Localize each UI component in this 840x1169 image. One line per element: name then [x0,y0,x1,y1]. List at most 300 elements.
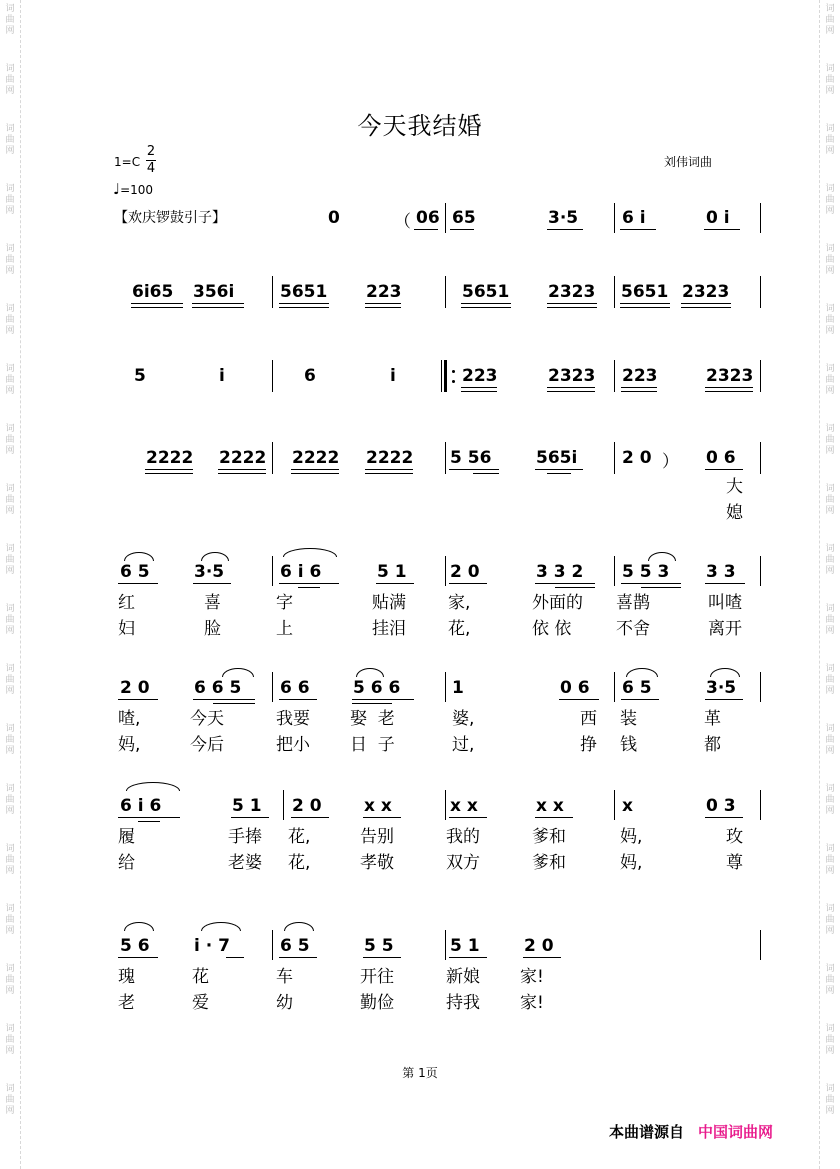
watermark-text: 词曲网 [825,304,835,336]
lyric: 钱 [620,735,637,755]
source-brand-link[interactable]: 中国词曲网 [698,1123,774,1141]
double-underline [298,587,320,588]
lyric: 妈, [620,853,643,873]
slur [626,668,658,677]
note-group: 2323 [548,282,596,302]
bar-line [760,360,761,392]
lyric: 双方 [446,853,480,873]
underline [291,817,329,818]
watermark-text: 词曲网 [825,724,835,756]
bar-line [445,672,446,702]
underline [192,303,244,304]
underline [279,303,329,304]
lyric: 外面的 [532,593,583,613]
underline [535,817,573,818]
lyric: 爹和 [532,827,566,847]
bar-line [272,360,273,392]
lyric: 妇 [118,619,135,639]
note-group: 5651 [621,282,669,302]
watermark-text: 词曲网 [5,544,15,576]
underline [461,303,511,304]
double-underline [192,307,244,308]
double-underline [365,473,413,474]
double-underline [218,473,266,474]
underline [231,817,269,818]
lyric: 家! [520,967,544,987]
lyric: 都 [704,735,721,755]
note-group: 2323 [682,282,730,302]
lyric: 今天 [190,709,224,729]
double-underline [138,821,160,822]
watermark-text: 词曲网 [5,244,15,276]
bar-line [614,442,615,474]
note-group: 06 [416,208,440,228]
watermark-text: 词曲网 [5,1084,15,1116]
bar-line [272,930,273,960]
double-underline [461,391,497,392]
watermark-text: 词曲网 [825,184,835,216]
note-group: 2 0 [524,936,554,956]
underline [218,469,266,470]
slur [284,922,314,931]
bar-line [614,790,615,820]
lyric: 喜鹊 [616,593,650,613]
bar-line [760,442,761,474]
time-signature-top: 2 [146,144,156,159]
double-underline [291,473,339,474]
score-row-8 [0,918,840,1018]
slur [283,548,337,557]
bar-line [760,203,761,233]
lyric: 花, [288,827,311,847]
lyric: 西 [580,709,597,729]
watermark-text: 词曲网 [825,484,835,516]
tempo-mark [113,180,153,198]
note-group: x x [364,796,392,816]
note-group: 5 6 [120,936,150,956]
watermark-text: 词曲网 [5,304,15,336]
watermark-text: 词曲网 [5,724,15,756]
note-group: 5 1 [377,562,407,582]
bar-line [614,276,615,308]
slur [710,668,740,677]
bar-line [760,276,761,308]
watermark-text: 词曲网 [5,184,15,216]
underline [414,229,438,230]
underline [193,583,231,584]
underline [363,957,401,958]
lyric: 花 [192,967,209,987]
source-footer [609,1121,773,1142]
watermark-text: 词曲网 [5,364,15,396]
watermark-text: 词曲网 [5,424,15,456]
slur [124,552,154,561]
watermark-text: 词曲网 [5,904,15,936]
time-signature-bottom: 4 [146,161,156,176]
note-group: 6i65 [132,282,174,302]
lyric: 媳 [726,503,743,523]
note-group: x x [450,796,478,816]
lyric: 喳, [118,709,141,729]
note-group: 2 0 [292,796,322,816]
note-group: 65 [452,208,476,228]
watermark-text: 词曲网 [825,1084,835,1116]
lyric: 把小 [276,735,310,755]
note-group: 0 3 [706,796,736,816]
watermark-text: 词曲网 [5,844,15,876]
underline [376,583,414,584]
bar-line [272,672,273,702]
underline [535,469,583,470]
watermark-text: 词曲网 [5,64,15,96]
lyric: 花, [288,853,311,873]
underline [118,957,158,958]
time-signature [146,145,156,176]
underline [547,229,583,230]
underline [145,469,193,470]
slur [126,782,180,791]
watermark-text: 词曲网 [5,4,15,36]
lyric: 开往 [360,967,394,987]
note-group: 6 5 [280,936,310,956]
note-group: i · 7 [194,936,230,956]
underline [450,229,474,230]
note-group: 2 0 [622,448,652,468]
watermark-text: 词曲网 [825,124,835,156]
bar-line [272,276,273,308]
bar-line [272,442,273,474]
lyric: 娶 老 [350,709,395,729]
note-group: 2222 [146,448,194,468]
bar-line [760,790,761,820]
author-credit: 刘伟词曲 [664,155,713,169]
lyric: 过, [452,735,475,755]
source-text: 本曲谱源自 [609,1123,685,1141]
lyric: 大 [726,477,743,497]
note-group: 565i [536,448,578,468]
section-label: 【欢庆锣鼓引子】 [114,210,226,226]
lyric: 日 子 [350,735,395,755]
lyric: 革 [704,709,721,729]
slur [201,552,229,561]
watermark-text: 词曲网 [825,244,835,276]
tempo-value: =100 [120,183,154,197]
lyric: 依 依 [532,619,572,639]
page-number: 第 1页 [402,1066,438,1080]
watermark-text: 词曲网 [5,484,15,516]
note-group: 5651 [462,282,510,302]
note-group: 6 5 [622,678,652,698]
song-title: 今天我结婚 [357,112,483,140]
note-group: 223 [462,366,498,386]
underline [620,303,670,304]
bar-line [445,790,446,820]
lyric: 花, [448,619,471,639]
watermark-text: 词曲网 [825,904,835,936]
bar-line [614,203,615,233]
lyric: 履 [118,827,135,847]
lyric: 尊 [726,853,743,873]
watermark-text: 词曲网 [825,1024,835,1056]
double-underline [681,307,731,308]
note-group: 5 1 [450,936,480,956]
underline [352,699,414,700]
underline [449,583,487,584]
note-group: 3·5 [194,562,225,582]
watermark-text: 词曲网 [825,844,835,876]
score-row-7 [0,778,840,878]
lyric: 挂泪 [372,619,406,639]
underline [365,469,413,470]
note-group: 5651 [280,282,328,302]
underline [365,303,401,304]
note-group: 6 6 [280,678,310,698]
underline [523,957,561,958]
lyric: 我的 [446,827,480,847]
lyric: 爱 [192,993,209,1013]
score-row-3 [0,358,840,438]
lyric: 告别 [360,827,394,847]
underline [131,303,183,304]
note-group: 6 [304,366,316,386]
underline [226,957,244,958]
underline [449,469,499,470]
lyric: 孝敬 [360,853,394,873]
watermark-text: 词曲网 [825,784,835,816]
double-underline [365,307,401,308]
note-group: 5 1 [232,796,262,816]
underline [621,583,681,584]
watermark-text: 词曲网 [5,664,15,696]
bar-line [760,672,761,702]
note-group: 5 5 [364,936,394,956]
underline [681,303,731,304]
underline [620,229,656,230]
note-group: 3 3 [706,562,736,582]
underline [535,583,595,584]
lyric: 老婆 [228,853,262,873]
lyric: 我要 [276,709,310,729]
repeat-thick-bar [444,360,451,392]
watermark-text: 词曲网 [825,364,835,396]
lyric: 玫 [726,827,743,847]
lyric: 勤俭 [360,993,394,1013]
underline [547,387,595,388]
bar-line [445,556,446,586]
note-group: 6 5 [120,562,150,582]
note-group: 3 3 2 [536,562,584,582]
watermark-text: 词曲网 [825,664,835,696]
watermark-text: 词曲网 [5,1024,15,1056]
note-group: 356i [193,282,235,302]
double-underline [705,391,753,392]
double-underline [279,307,329,308]
double-underline [145,473,193,474]
note-group: 0 6 [560,678,590,698]
note-group: 6 6 5 [194,678,242,698]
bar-line [445,442,446,474]
score-row-1 [0,200,840,280]
watermark-text: 词曲网 [825,424,835,456]
lyric: 装 [620,709,637,729]
score-row-5 [0,548,840,648]
underline [279,699,317,700]
underline [461,387,497,388]
paren-close: ） [662,452,679,472]
lyric: 给 [118,853,135,873]
bar-line [283,790,284,820]
slur [648,552,676,561]
note-group: 1 [452,678,464,698]
underline [193,699,255,700]
underline [279,957,317,958]
repeat-dot [452,380,455,383]
note-group: 6 i [622,208,646,228]
slur [222,668,254,677]
paren-open: （ [394,212,411,232]
quarter-note-icon: ♩ [113,180,121,198]
note-group: 6 i 6 [280,562,322,582]
double-underline [547,473,571,474]
watermark-text: 词曲网 [5,124,15,156]
lyric: 妈, [620,827,643,847]
underline [705,817,743,818]
underline [621,699,659,700]
lyric: 叫喳 [708,593,742,613]
watermark-text: 词曲网 [825,64,835,96]
double-underline [461,307,511,308]
bar-line [614,672,615,702]
note-group: 223 [622,366,658,386]
note-group: 2222 [219,448,267,468]
lyric: 车 [276,967,293,987]
bar-line [760,556,761,586]
note-group: x x [536,796,564,816]
watermark-text: 词曲网 [825,964,835,996]
note-group: 223 [366,282,402,302]
lyric: 瑰 [118,967,135,987]
note-group: 5 56 [450,448,492,468]
double-underline [473,473,499,474]
lyric: 挣 [580,735,597,755]
watermark-text: 词曲网 [825,544,835,576]
bar-line [445,203,446,233]
lyric: 幼 [276,993,293,1013]
note-group: 5 6 6 [353,678,401,698]
note-group: i [390,366,396,386]
score-row-6 [0,664,840,764]
underline [363,817,401,818]
note-group: 3·5 [548,208,579,228]
watermark-text: 词曲网 [5,964,15,996]
lyric: 脸 [204,619,221,639]
underline [118,699,158,700]
bar-line [614,556,615,586]
bar-line [445,930,446,960]
lyric: 持我 [446,993,480,1013]
lyric: 妈, [118,735,141,755]
watermark-text: 词曲网 [5,604,15,636]
lyric: 上 [276,619,293,639]
note-group: i [219,366,225,386]
underline [291,469,339,470]
underline [705,469,743,470]
note-group: 2222 [292,448,340,468]
lyric: 家, [448,593,471,613]
note-group: 6 i 6 [120,796,162,816]
bar-line [760,930,761,960]
note-group: 0 6 [706,448,736,468]
slur [356,668,384,677]
underline [705,699,743,700]
underline [449,957,487,958]
lyric: 手捧 [228,827,262,847]
note-group: 2323 [706,366,754,386]
slur [124,922,154,931]
note-group: 3·5 [706,678,737,698]
double-underline [620,307,670,308]
lyric: 红 [118,593,135,613]
note-group: 0 [328,208,340,228]
double-underline [131,307,183,308]
lyric: 离开 [708,619,742,639]
repeat-thin-bar [441,360,442,392]
underline [118,817,180,818]
double-underline [547,391,595,392]
slur [201,922,241,931]
note-group: 0 i [706,208,730,228]
lyric: 贴满 [372,593,406,613]
lyric: 今后 [190,735,224,755]
watermark-text: 词曲网 [825,604,835,636]
underline [279,583,339,584]
watermark-text: 词曲网 [825,4,835,36]
underline [621,387,657,388]
underline [705,387,753,388]
note-group: 2 0 [120,678,150,698]
note-group: x [622,796,633,816]
watermark-text: 词曲网 [5,784,15,816]
bar-line [272,556,273,586]
lyric: 婆, [452,709,475,729]
note-group: 5 [134,366,146,386]
lyric: 喜 [204,593,221,613]
note-group: 2323 [548,366,596,386]
score-row-4 [0,440,840,530]
double-underline [547,307,597,308]
underline [118,583,158,584]
note-group: 5 5 3 [622,562,670,582]
lyric: 老 [118,993,135,1013]
underline [559,699,599,700]
note-group: 2 0 [450,562,480,582]
lyric: 家! [520,993,544,1013]
score-row-2 [0,276,840,356]
repeat-dot [452,370,455,373]
bar-line [445,276,446,308]
underline [704,229,740,230]
note-group: 2222 [366,448,414,468]
underline [449,817,487,818]
bar-line [614,360,615,392]
underline [705,583,745,584]
underline [547,303,597,304]
lyric: 字 [276,593,293,613]
lyric: 爹和 [532,853,566,873]
key-signature: 1=C [114,155,141,169]
lyric: 不舍 [616,619,650,639]
double-underline [621,391,657,392]
